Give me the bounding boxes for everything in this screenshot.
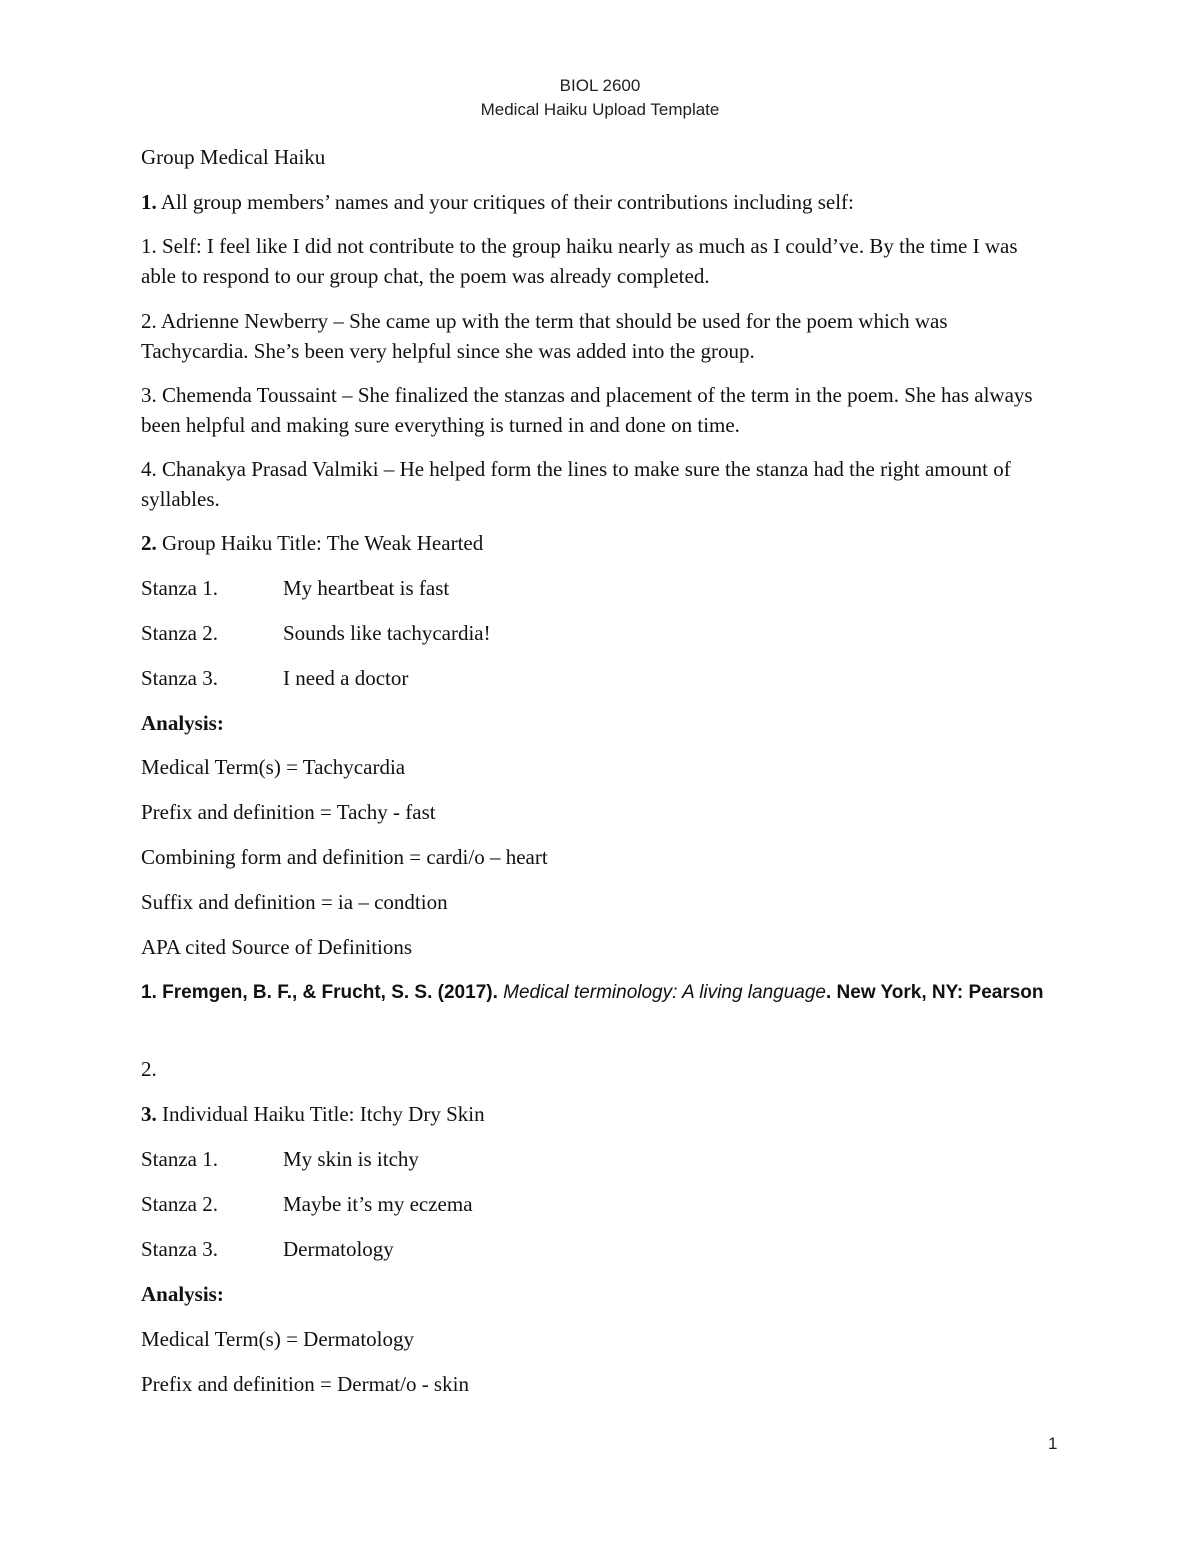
- individual-stanza-1-text: My skin is itchy: [283, 1147, 419, 1171]
- individual-stanza-2-text: Maybe it’s my eczema: [283, 1192, 473, 1216]
- group-combining-form: Combining form and definition = cardi/o – heart: [141, 845, 548, 869]
- q3-number: 3.: [141, 1102, 157, 1126]
- citation-1-lead: 1. Fremgen, B. F., & Frucht, S. S. (2017).: [141, 982, 504, 1003]
- group-stanza-3-label: Stanza 3.: [141, 666, 218, 690]
- group-stanza-3-text: I need a doctor: [283, 666, 409, 690]
- member-critique-adrienne: 2. Adrienne Newberry – She came up with the term that should be used for the poem which was Tachycardia. She’s been very helpful since she was added into the group.: [141, 309, 948, 363]
- individual-medical-term: Medical Term(s) = Dermatology: [141, 1327, 414, 1351]
- individual-prefix: Prefix and definition = Dermat/o - skin: [141, 1372, 469, 1396]
- group-stanza-1-label: Stanza 1.: [141, 576, 218, 600]
- individual-haiku-title-text: Individual Haiku Title: Itchy Dry Skin: [156, 1102, 485, 1126]
- group-stanza-1-text: My heartbeat is fast: [283, 576, 450, 600]
- group-analysis-label: Analysis:: [141, 711, 224, 735]
- page-number: 1: [1048, 1434, 1058, 1453]
- individual-stanza-1-label: Stanza 1.: [141, 1147, 218, 1171]
- q1-prompt: [141, 187, 854, 217]
- group-haiku-title-text: Group Haiku Title: The Weak Hearted: [156, 531, 484, 555]
- q2-number: 2.: [141, 531, 157, 555]
- course-code: BIOL 2600: [559, 76, 641, 95]
- group-heading: Group Medical Haiku: [141, 145, 326, 169]
- q1-prompt-text: All group members’ names and your critiques of their contributions including self:: [156, 190, 854, 214]
- member-critique-chanakya: 4. Chanakya Prasad Valmiki – He helped form the lines to make sure the stanza had the right amount of syllables.: [141, 457, 1011, 511]
- group-stanza-2-text: Sounds like tachycardia!: [283, 621, 491, 645]
- member-critique-self: 1. Self: I feel like I did not contribute to the group haiku nearly as much as I could’ve. By the time I was able to respond to our group chat, the poem was already completed.: [141, 234, 1018, 288]
- group-stanza-2-label: Stanza 2.: [141, 621, 218, 645]
- individual-stanza-3-text: Dermatology: [283, 1237, 394, 1261]
- group-medical-term: Medical Term(s) = Tachycardia: [141, 755, 406, 779]
- individual-analysis-label: Analysis:: [141, 1282, 224, 1306]
- citation-1: [141, 978, 1056, 1008]
- sources-heading: APA cited Source of Definitions: [141, 935, 413, 959]
- individual-stanza-2-label: Stanza 2.: [141, 1192, 218, 1216]
- individual-haiku-title: [141, 1099, 485, 1129]
- template-title: Medical Haiku Upload Template: [480, 100, 720, 119]
- citation-1-book-title: Medical terminology: A living language: [503, 982, 826, 1003]
- individual-stanza-3-label: Stanza 3.: [141, 1237, 218, 1261]
- q1-number: 1.: [141, 190, 157, 214]
- group-suffix: Suffix and definition = ia – condtion: [141, 890, 448, 914]
- member-critique-chemenda: 3. Chemenda Toussaint – She finalized the stanzas and placement of the term in the poem. She has always been helpful and making sure everything is turned in and done on time.: [141, 383, 1033, 437]
- group-prefix: Prefix and definition = Tachy - fast: [141, 800, 436, 824]
- citation-1-tail: . New York, NY: Pearson: [825, 982, 1044, 1003]
- citation-2: 2.: [141, 1057, 157, 1081]
- group-haiku-title: [141, 528, 483, 558]
